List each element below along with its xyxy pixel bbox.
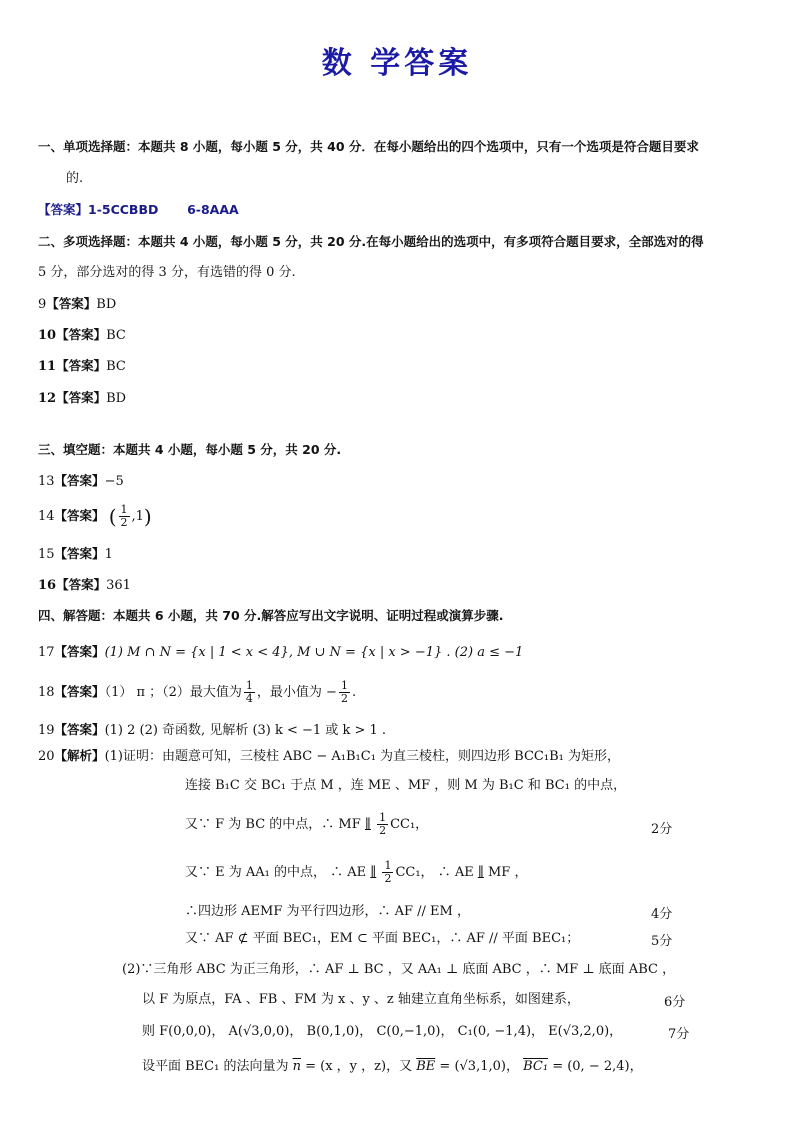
answer-num: 20: [38, 749, 55, 764]
denominator: 2: [379, 824, 387, 837]
denominator: 2: [384, 872, 392, 885]
denominator: 2: [120, 516, 128, 529]
vector-bc1: BC₁: [523, 1059, 549, 1074]
q20-l10a: 设平面 BEC₁ 的法向量为: [142, 1059, 289, 1074]
answer-15: [38, 545, 113, 564]
answer-13: [38, 472, 124, 491]
q20-line7: (2)∵三角形 ABC 为正三角形，∴ AF ⊥ BC ，又 AA₁ ⊥ 底面 ABC ，∴ MF ⊥ 底面 ABC ，: [122, 962, 676, 977]
q20-l10d: = (0, − 2,4)，: [552, 1059, 643, 1074]
answer-tag: 【解析】: [54, 748, 105, 763]
answer-tag: 【答案】: [54, 473, 105, 488]
fraction-max: [244, 680, 255, 705]
section1-answer-b: 6-8AAA: [187, 202, 239, 217]
numerator: 1: [384, 859, 392, 872]
q20-l3a: 又∵ F 为 BC 的中点，∴ MF: [185, 817, 361, 832]
q20-l10c: = (√3,1,0)，: [439, 1059, 519, 1074]
answer-text: (1) 2 (2) 奇函数, 见解析 (3) k < −1 或 k > 1 .: [104, 723, 387, 738]
answer-num: 13: [38, 474, 55, 489]
parallel-equal-symbol: ∥: [370, 865, 377, 880]
answer-9: [38, 295, 116, 314]
score-5: 5分: [651, 934, 673, 949]
answer-value: BD: [96, 297, 117, 312]
score-2: 2分: [651, 822, 673, 837]
parallel-equal-symbol: ∥: [364, 817, 371, 832]
q20-l3b: CC₁，: [390, 817, 429, 832]
answer-num: 16: [38, 578, 57, 593]
score-7: 7分: [668, 1027, 690, 1042]
answer-num: 14: [38, 509, 55, 524]
right-paren: ): [143, 504, 152, 529]
answer-tag: 【答案】: [56, 327, 107, 342]
section1-heading: 一、单项选择题：本题共 8 小题，每小题 5 分，共 40 分．在每小题给出的四个选项中，只有一个选项是符合题目要求: [38, 139, 699, 154]
fraction-min: [339, 680, 350, 705]
answer-tag: 【答案】: [46, 296, 97, 311]
answer-num: 12: [38, 391, 57, 406]
answer-value: BD: [106, 391, 127, 406]
parallel-equal-symbol: ∥: [477, 865, 484, 880]
section3-heading: 三、填空题：本题共 4 小题，每小题 5 分，共 20 分.: [38, 442, 342, 457]
answer-tag: 【答案】: [54, 684, 105, 699]
fraction: [119, 504, 130, 529]
q20-line2: 连接 B₁C 交 BC₁ 于点 M ，连 ME 、MF ，则 M 为 B₁C 和 BC₁ 的中点，: [185, 778, 627, 793]
answer-value: 1: [104, 547, 113, 562]
answer-num: 18: [38, 685, 55, 700]
fraction: [382, 860, 393, 885]
q20-line9: 则 F(0,0,0)， A(√3,0,0)， B(0,1,0)， C(0,−1,0)， C₁(0, −1,4)， E(√3,2,0)，: [142, 1024, 623, 1039]
answer-tag: 【答案】: [54, 644, 105, 659]
answer-part3: .: [351, 685, 357, 700]
left-paren: (: [108, 504, 117, 529]
vector-be: $\overline{BE}$: [416, 1059, 436, 1074]
q20-line8: 以 F 为原点，FA 、FB 、FM 为 x 、y 、z 轴建立直角坐标系，如图建系，: [142, 992, 580, 1007]
answer-14: [38, 498, 152, 535]
denominator: 4: [245, 692, 253, 705]
q20-l4c: MF ，: [488, 865, 528, 880]
answer-num: 19: [38, 723, 55, 738]
answer-value: 361: [106, 578, 131, 593]
answer-text: (1) M ∩ N = {x | 1 < x < 4}, M ∪ N = {x | x > −1} . (2) a ≤ −1: [104, 645, 524, 660]
numerator: 1: [120, 503, 128, 516]
fraction: [377, 812, 388, 837]
answer-part1: （1） π ；（2）最大值为: [104, 685, 242, 700]
q20-line4: [185, 856, 527, 890]
answer-tag: 【答案】: [54, 508, 105, 523]
q20-line10: [142, 1058, 643, 1076]
answer-tag: 【答案】: [56, 577, 107, 592]
answer-12: [38, 389, 126, 408]
answer-tag: 【答案】: [56, 358, 107, 373]
answer-tag: 【答案】: [54, 546, 105, 561]
answer-tag: 【答案】: [54, 722, 105, 737]
q20-line1: [38, 747, 620, 766]
answer-18: [38, 675, 356, 710]
q20-line3: [185, 808, 428, 842]
section1-heading-cont: 的.: [66, 171, 84, 186]
answer-num: 10: [38, 328, 57, 343]
section1-answer: [38, 201, 239, 219]
answer-10: [38, 326, 126, 345]
answer-part2: ，最小值为 −: [256, 685, 337, 700]
answer-16: [38, 576, 131, 595]
q20-line5: ∴四边形 AEMF 为平行四边形，∴ AF // EM ，: [185, 904, 470, 919]
page-title: 数 学答案: [321, 46, 473, 81]
section1-answer-a: 【答案】1-5CCBBD: [38, 202, 159, 217]
answer-value: BC: [106, 359, 126, 374]
numerator: 1: [379, 811, 387, 824]
normal-vector: $\overline{n}$: [292, 1059, 301, 1074]
section2-heading: 二、多项选择题：本题共 4 小题，每小题 5 分，共 20 分.在每小题给出的选项中，有多项符合题目要求，全部选对的得: [38, 234, 704, 249]
answer-num: 15: [38, 547, 55, 562]
answer-17: [38, 643, 523, 662]
interval-rest: ,1: [131, 509, 144, 524]
numerator: 1: [340, 679, 348, 692]
answer-value: −5: [104, 474, 124, 489]
q20-l10b: = (x ，y ，z)，又: [305, 1059, 413, 1074]
q20-l4b: CC₁， ∴ AE: [395, 865, 474, 880]
section4-heading: 四、解答题：本题共 6 小题，共 70 分.解答应写出文字说明、证明过程或演算步骤.: [38, 608, 504, 623]
q20-line6: 又∵ AF ⊄ 平面 BEC₁，EM ⊂ 平面 BEC₁，∴ AF // 平面 BEC₁；: [185, 931, 580, 946]
q20-l4a: 又∵ E 为 AA₁ 的中点， ∴ AE: [185, 865, 367, 880]
score-6: 6分: [664, 995, 686, 1010]
answer-19: [38, 721, 386, 740]
answer-11: [38, 357, 126, 376]
q20-text: (1)证明：由题意可知，三棱柱 ABC − A₁B₁C₁ 为直三棱柱，则四边形 BCC₁B₁ 为矩形，: [104, 749, 620, 764]
answer-num: 11: [38, 359, 57, 374]
numerator: 1: [245, 679, 253, 692]
section2-heading-cont: 5 分，部分选对的得 3 分，有选错的得 0 分.: [38, 265, 296, 280]
answer-num: 9: [38, 297, 47, 312]
denominator: 2: [340, 692, 348, 705]
score-4: 4分: [651, 907, 673, 922]
answer-num: 17: [38, 645, 55, 660]
answer-value: BC: [106, 328, 126, 343]
answer-tag: 【答案】: [56, 390, 107, 405]
